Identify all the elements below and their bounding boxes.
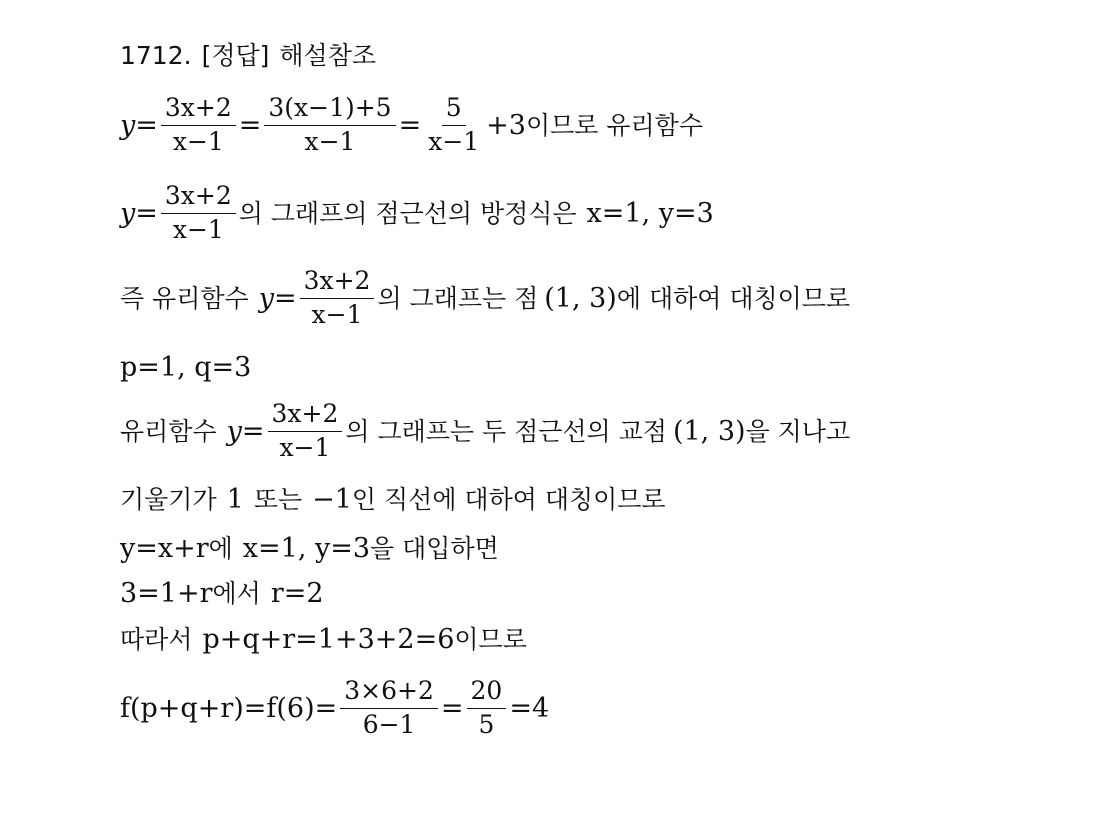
fraction xyxy=(467,677,507,740)
solution-text: 유리함수 xyxy=(120,416,217,446)
fraction-denominator: x−1 xyxy=(279,432,331,462)
fraction-denominator: x−1 xyxy=(172,214,224,244)
math-expression: f(p+q+r)=f(6)= xyxy=(120,692,338,724)
fraction-denominator: x−1 xyxy=(311,299,363,329)
fraction-numerator: 3×6+2 xyxy=(340,677,438,709)
problem-header xyxy=(120,40,376,70)
math-expression: +3 xyxy=(486,109,526,141)
math-expression: 3=1+r xyxy=(120,577,213,609)
fraction-numerator: 3(x−1)+5 xyxy=(264,94,395,126)
solution-text: 의 그래프는 점 xyxy=(377,283,539,313)
fraction-denominator: x−1 xyxy=(172,126,224,156)
solution-text: 인 직선에 대하여 대칭이므로 xyxy=(351,484,666,514)
math-expression: 1 xyxy=(226,483,244,515)
fraction-numerator: 20 xyxy=(467,677,507,709)
fraction-numerator: 3x+2 xyxy=(300,267,375,299)
solution-text: 에 대하여 대칭이므로 xyxy=(616,283,851,313)
fraction xyxy=(340,677,438,740)
solution-line-5: 유리함수 y= $\frac{3x+2}{x-1}$ 의 그래프는 두 점근선의 교점 (1, 3) 을 지나고 xyxy=(120,398,851,462)
answer-label: 해설참조 xyxy=(279,40,376,70)
math-expression: y=x+r xyxy=(120,532,209,564)
fraction-numerator: 3x+2 xyxy=(161,94,236,126)
solution-text: 의 그래프는 두 점근선의 교점 xyxy=(345,416,667,446)
solution-text: 을 지나고 xyxy=(745,416,851,446)
solution-line-7 xyxy=(120,531,499,565)
math-expression: (1, 3) xyxy=(544,282,617,314)
math-y: y xyxy=(120,197,136,229)
math-expression: p+q+r=1+3+2=6 xyxy=(202,623,455,655)
solution-line-3: 즉 유리함수 y= $\frac{3x+2}{x-1}$ 의 그래프는 점 (1, 3) 에 대하여 대칭이므로 xyxy=(120,265,851,329)
fraction-denominator: x−1 xyxy=(304,126,356,156)
math-y: y xyxy=(226,415,242,447)
solution-text: 이므로 유리함수 xyxy=(525,110,703,140)
solution-line-1: y= $\frac{3x+2}{x-1}$ = $\frac{3(x-1)+5}{x-1}$ = $\frac{5}{x-1}$ +3 이므로 유리함수 xyxy=(120,92,703,156)
fraction xyxy=(424,94,483,157)
math-expression: −1 xyxy=(312,483,352,515)
answer-tag: [정답] xyxy=(201,40,270,70)
fraction xyxy=(161,94,236,157)
math-expression: r=2 xyxy=(270,577,324,609)
solution-line-8 xyxy=(120,576,324,610)
math-expression: x=1, y=3 xyxy=(242,532,371,564)
solution-text: 의 그래프의 점근선의 방정식은 xyxy=(238,198,577,228)
math-y: y xyxy=(258,282,274,314)
fraction xyxy=(300,267,375,330)
solution-line-4 xyxy=(120,350,251,384)
fraction xyxy=(161,182,236,245)
fraction-numerator: 5 xyxy=(442,94,466,126)
solution-text: 에서 xyxy=(212,578,261,608)
fraction-numerator: 3x+2 xyxy=(268,400,343,432)
solution-text: 기울기가 xyxy=(120,484,217,514)
fraction-numerator: 3x+2 xyxy=(161,182,236,214)
solution-text: 따라서 xyxy=(120,624,193,654)
math-y: y xyxy=(120,109,136,141)
solution-line-6 xyxy=(120,482,666,516)
solution-text: 에 xyxy=(208,533,233,563)
fraction xyxy=(268,400,343,463)
math-expression: (1, 3) xyxy=(672,415,746,447)
solution-line-10: f(p+q+r)=f(6)= $\frac{3\times 6+2}{6-1}$ = $\frac{20}{5}$ =4 xyxy=(120,675,550,739)
math-expression: x=1, y=3 xyxy=(586,197,714,229)
fraction-denominator: 5 xyxy=(478,709,495,739)
math-expression: p=1, q=3 xyxy=(120,351,252,383)
solution-text: 이므로 xyxy=(454,624,527,654)
problem-number: 1712. xyxy=(120,40,192,70)
solution-line-9 xyxy=(120,622,527,656)
fraction-denominator: 6−1 xyxy=(362,709,416,739)
fraction-denominator: x−1 xyxy=(428,126,480,156)
solution-text: 또는 xyxy=(253,484,303,514)
math-expression: =4 xyxy=(509,692,550,724)
solution-text: 즉 유리함수 xyxy=(120,283,249,313)
solution-text: 을 대입하면 xyxy=(370,533,499,563)
solution-line-2: y= $\frac{3x+2}{x-1}$ 의 그래프의 점근선의 방정식은 x=1, y=3 xyxy=(120,180,714,244)
fraction xyxy=(264,94,395,157)
